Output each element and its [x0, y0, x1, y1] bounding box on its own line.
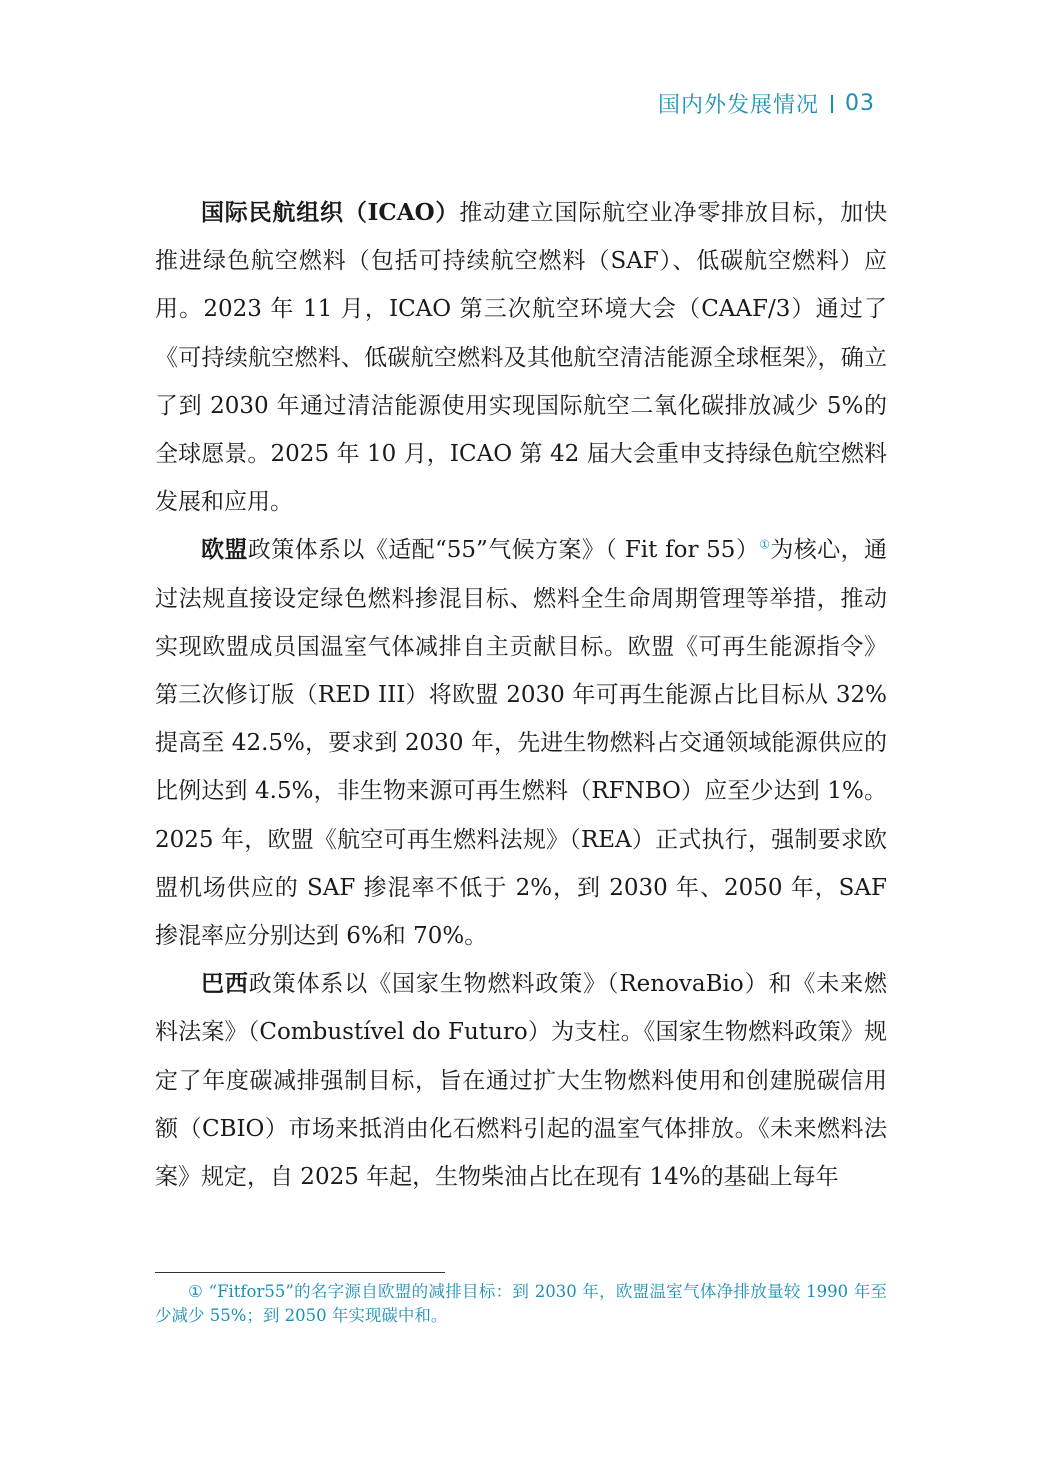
page-number: 03 — [845, 91, 875, 116]
paragraph-text: 推动建立国际航空业净零排放目标，加快推进绿色航空燃料（包括可持续航空燃料（SAF）、低碳航空燃料）应用。2023 年 11 月，ICAO 第三次航空环境大会（CAAF/3）通过了《可持续航空燃料、低碳航空燃料及其他航空清洁能源全球框架》，确立了到 2030 年通过清洁能源使用实现国际航空二氧化碳排放减少 5%的全球愿景。2025 年 10 月，ICAO 第 42 届大会重申支持绿色航空燃料发展和应用。 — [155, 200, 887, 516]
paragraph-text: 政策体系以《国家生物燃料政策》（RenovaBio）和《未来燃料法案》（Combustível do Futuro）为支柱。《国家生物燃料政策》规定了年度碳减排强制目标，旨在通过扩大生物燃料使用和创建脱碳信用额（CBIO）市场来抵消由化石燃料引起的温室气体排放。《未来燃料法案》规定，自 2025 年起，生物柴油占比在现有 14%的基础上每年 — [155, 971, 888, 1191]
header-separator — [831, 95, 833, 113]
paragraph-lead: 巴西 — [201, 970, 249, 998]
paragraph-brazil — [155, 960, 887, 1201]
paragraph-lead: 欧盟 — [201, 536, 248, 564]
paragraph-icao — [155, 189, 887, 526]
footnote-divider — [155, 1272, 445, 1273]
main-body — [155, 189, 887, 1201]
page-header — [658, 88, 875, 119]
section-title: 国内外发展情况 — [657, 93, 819, 118]
paragraph-lead: 国际民航组织（ICAO） — [201, 199, 460, 226]
footnote-reference[interactable]: ① — [759, 537, 771, 552]
paragraph-text: 政策体系以《适配“55”气候方案》（ Fit for 55） — [247, 537, 760, 564]
footnote: ① “Fitfor55”的名字源自欧盟的减排目标：到 2030 年，欧盟温室气体净排放量较 1990 年至少减少 55%；到 2050 年实现碳中和。 — [155, 1282, 887, 1325]
paragraph-eu — [155, 526, 887, 960]
paragraph-text: 为核心，通过法规直接设定绿色燃料掺混目标、燃料全生命周期管理等举措，推动实现欧盟成员国温室气体减排自主贡献目标。欧盟《可再生能源指令》第三次修订版（RED III）将欧盟 2030 年可再生能源占比目标从 32%提高至 42.5%，要求到 2030 年，先进生物燃料占交通领域能源供应的比例达到 4.5%，非生物来源可再生燃料（RFNBO）应至少达到 1%。2025 年，欧盟《航空可再生燃料法规》（REA）正式执行，强制要求欧盟机场供应的 SAF 掺混率不低于 2%，到 2030 年、2050 年，SAF 掺混率应分别达到 6%和 70%。 — [155, 537, 888, 950]
